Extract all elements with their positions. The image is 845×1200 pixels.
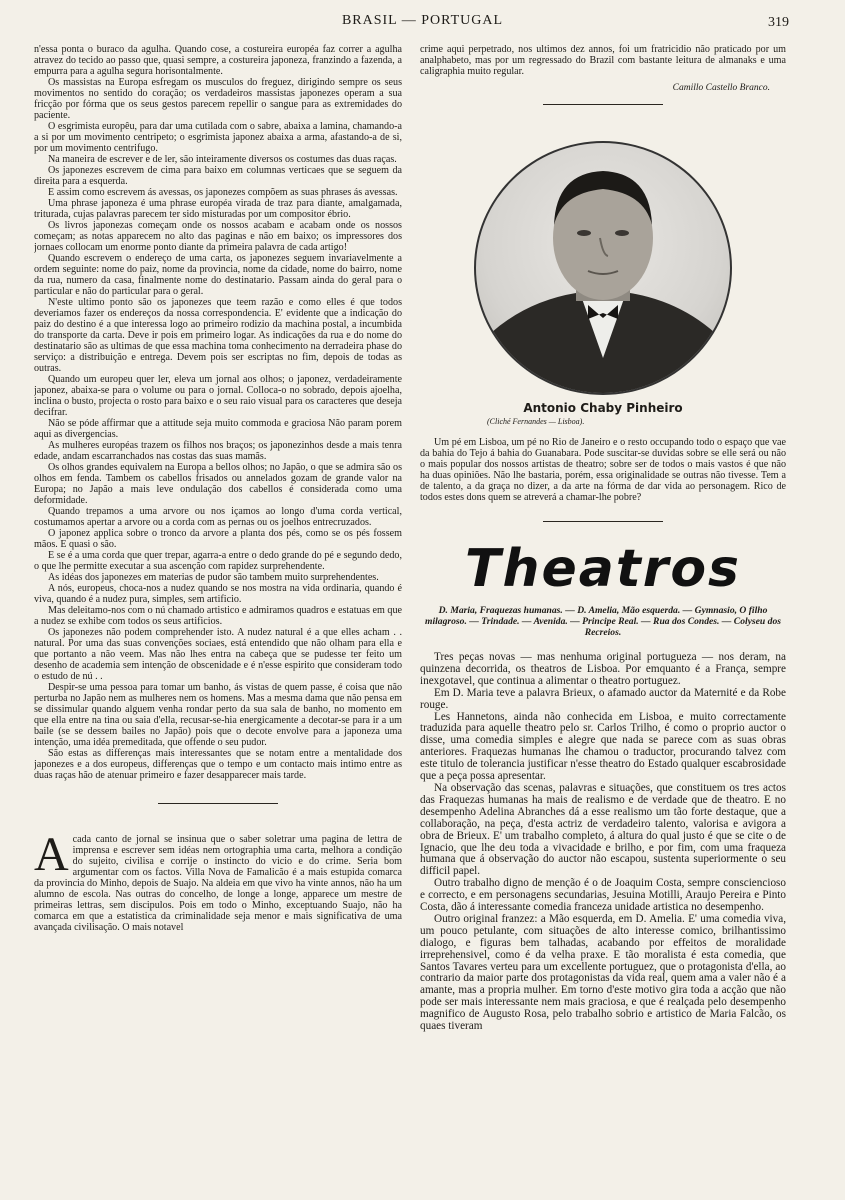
portrait-photo <box>474 141 732 395</box>
section-divider <box>158 803 278 804</box>
portrait-illustration <box>476 143 730 393</box>
section-divider <box>543 104 663 105</box>
paragraph: As idéas dos japonezes em materias de pudor são tambem muito surprehendentes. <box>48 572 379 583</box>
left-column <box>34 44 402 1174</box>
section-title: Theatros <box>464 539 742 599</box>
paragraph: Na observação das scenas, palavras e situações, que constituem os tres actos das Fraquezas humanas ha mais de realismo e de verdade que de theatro. E no desempenho Adelina Abranches dá a esse realismo um tão forte destaque, que a collaboração, na peça, d'esta actriz de verdadeiro talento, valorisa e avigora a obra de Brieux. E' um trabalho completo, á altura do qual justo é que se cite o de Ignacio, que lhe deu toda a vivacidade e brilho, e por fim, com uma fraqueza humana que á observação do auctor não escapou, sustenta superiormente o seu difficil papel. <box>420 781 786 878</box>
page-number: 319 <box>768 15 789 30</box>
paragraph: Em D. Maria teve a palavra Brieux, o afamado auctor da Maternité e da Robe rouge. <box>420 686 786 711</box>
paragraph: Mas deleitamo-nos com o nú chamado artistico e admiramos quadros e estatuas em que a nudez se exhibe com todos os seus artificios. <box>34 605 402 627</box>
article-literacy <box>34 828 402 933</box>
section-divider <box>543 521 663 522</box>
paragraph: Uma phrase japoneza é uma phrase européa virada de traz para diante, amalgamada, triturada, cujas palavras parecem ter sido misturadas por um compositor ébrio. <box>34 198 402 220</box>
paragraph: Outro original franzez: a Mão esquerda, em D. Amelia. E' uma comedia viva, um pouco petulante, com situações de alto interesse comico, brilhantissimo dialogo, e figuras bem talhadas, acabando por effeitos de moralidade irreprehensivel, como é da velha praxe. E tão moralista é esta comedia, que Santos Tavares verteu para um excellente portuguez, que o protagonista d'ella, ao contrario da maior parte dos protagonistas da vida real, quem ama a valer não é a amante, mas a propria mulher. Em torno d'este motivo gira toda a acção que não pode ser mais interessante nem mais graciosa, e que é realçada pelo desempenho magnifico de Augusto Rosa, pelo trabalho sobrio e artistico de Maria Falcão, os quaes tiveram <box>420 912 786 1033</box>
author-signature: Camillo Castello Branco. <box>672 83 770 93</box>
paragraph: Quando um europeu quer ler, eleva um jornal aos olhos; o japonez, verdadeiramente japonez, abaixa-se para o volume ou para o jornal. Colloca-o no sobrado, depois ajoelha, inclina o busto, projecta o rosto para baixo e o seu raio visual para os caracteres que deseja decifrar. <box>34 374 402 418</box>
paragraph: Os massistas na Europa esfregam os musculos do freguez, dirigindo sempre os seus movimentos no sentido do coração; os verdadeiros massistas japonezes operam a sua fricção por fórma que os seus gestos parecem repellir o sangue para as extremidades do paciente. <box>34 77 402 121</box>
paragraph: Les Hannetons, ainda não conhecida em Lisboa, e muito correctamente traduzida para aquelle theatro pelo sr. Carlos Trilho, é como o proprio auctor o disse, uma comedia simples e alegre que nada se parece com as suas obras anteriores. Fraquezas humanas lhe chamou o traductor, procurando talvez com este titulo de tolerancia justificar n'esse theatro do Estado qualquer escabrosidade que a peça possa apresentar. <box>420 710 786 783</box>
paragraph: Os japonezes não podem comprehender isto. A nudez natural é a que elles acham . . natural. Por uma das suas convenções sociaes, está entendido que não olham para ella e que portanto a não veem. Mas não lhes entra na cabeça que se pudesse ter feito um desenho de academia sem intenção de obscenidade e é n'esse espirito que consideram todo o estudo de nú . . <box>34 627 402 682</box>
paragraph: A nós, europeus, choca-nos a nudez quando se nos mostra na vida ordinaria, quando é viva, quando é a nudez pura, simples, sem artificio. <box>34 583 402 605</box>
paragraph: N'este ultimo ponto são os japonezes que teem razão e como elles é que todos deveriamos fazer os endereços da nossa correspondencia. E' evidente que a indicação do paiz do destino é a que interessa logo ao primeiro rodizio da machina postal, a incumbida do transporte da carta. Deve ir pois em primeiro logar. As indicações da rua e do nome do destinatario são as ultimas de que essa machina toma conhecimento na derradeira phase do serviço: a distribuição e entrega. Devem pois ser escriptas no fim, depois de todas as outras. <box>34 297 402 374</box>
paragraph: Despir-se uma pessoa para tomar um banho, ás vistas de quem passe, é coisa que não perturba no Japão nem as mulheres nem os homens. Mas a mesma dama que não pensa em se dissimular quando alguem venha rondar perto da sua sala de banho, no momento em que ella entre na tina ou saia d'ella, recusar-se-hia energicamente a decotar-se para ir a um baile (se se dessem bailes no Japão) pois que o decote envolve para a japoneza uma intenção, uma idéa premeditada, que offende o seu pudor. <box>34 682 402 748</box>
paragraph: Tres peças novas — mas nenhuma original portugueza — nos deram, na quinzena decorrida, os theatros de Lisboa. Por emquanto é a França, sempre inexgotavel, que continua a alimentar o theatro portuguez. <box>420 651 786 687</box>
paragraph: Os livros japonezas começam onde os nossos acabam e acabam onde os nossos começam; as notas apparecem no alto das paginas e não em baixo; os impressores dos jornaes collocam um enorme ponto diante da primeira palavra de cada artigo! <box>34 220 402 253</box>
paragraph: São estas as differenças mais interessantes que se notam entre a mentalidade dos japonezes e a dos europeus, differenças que o tempo e um contacto mais intimo entre as duas raças hão de atenuar primeiro e fazer desapparecer mais tarde. <box>34 748 402 781</box>
portrait-caption: Antonio Chaby Pinheiro <box>523 401 683 415</box>
paragraph: n'essa ponta o buraco da agulha. Quando cose, a costureira européa faz correr a agulha atravez do tecido ao passo que, quasi sempre, a costureira japoneza, franzindo a fazenda, a empurra para a agulha segura horisontalmente. <box>34 44 402 77</box>
paragraph: Quando escrevem o endereço de uma carta, os japonezes seguem invariavelmente a ordem seguinte: nome do paiz, nome da provincia, nome da cidade, nome do bairro, nome da rua, numero da casa, finalmente nome do destinatario. Passam ainda do geral para o particular e não do particular para o geral. <box>34 253 402 297</box>
right-column <box>420 44 786 1174</box>
paragraph: Outro trabalho digno de menção é o de Joaquim Costa, sempre consciencioso e correcto, e em personagens secundarias, Jesuina Motilli, Araujo Pereira e Pinto Costa, dão á interessante comedia franceza unidade artistica no desempenho. <box>420 877 786 914</box>
paragraph: Na maneira de escrever e de ler, são inteiramente diversos os costumes das duas raças. <box>48 154 397 165</box>
running-title: BRASIL — PORTUGAL <box>341 13 504 28</box>
paragraph: Os olhos grandes equivalem na Europa a bellos olhos; no Japão, o que se admira são os olhos em fenda. Tambem os cabellos frisados ou annelados gozam de grande valor na Europa; no Japão a mais leve ondulação dos cabellos é considerada como uma deformidade. <box>34 462 402 506</box>
paragraph: Os japonezes escrevem de cima para baixo em columnas verticaes que se seguem da direita para a esquerda. <box>34 165 402 187</box>
section-headline: D. Maria, Fraquezas humanas. — D. Amelia, Mão esquerda. — Gymnasio, O filho milagroso. — Trindade. — Avenida. — Principe Real. — Rua dos Condes. — Colyseu dos Recreios. <box>425 605 781 638</box>
paragraph: O esgrimista europêu, para dar uma cutilada com o sabre, abaixa a lamina, chamando-a a si por um movimento centripeto; o esgrimista japonez abaixa a arma, afastando-a de si, por um movimento centrifugo. <box>34 121 402 154</box>
photo-credit: (Cliché Fernandes — Lisboa). <box>487 417 585 426</box>
paragraph: O japonez applica sobre o tronco da arvore a planta dos pés, como se os pés fossem mãos. E quasi o são. <box>34 528 402 550</box>
paragraph: Quando trepamos a uma arvore ou nos içamos ao longo d'uma corda vertical, costumamos apertar a arvore ou a corda com as pernas ou os joelhos entrecruzados. <box>34 506 402 528</box>
paragraph: As mulheres européas trazem os filhos nos braços; os japonezinhos desde a mais tenra edade, andam escarranchados nas costas das suas mamãs. <box>34 440 402 462</box>
paragraph: E assim como escrevem ás avessas, os japonezes compõem as suas phrases ás avessas. <box>48 187 398 198</box>
paragraph: Não se póde affirmar que a attitude seja muito commoda e graciosa Não param porem aqui as divergencias. <box>34 418 402 440</box>
drop-cap: A <box>34 828 69 881</box>
portrait-figure <box>473 141 733 427</box>
article-text: cada canto de jornal se insinua que o saber soletrar uma pagina de lettra de imprensa e escrever sem idéas nem ortographia uma carta, melhora a condição do sujeito, civilisa e corrije o instincto do vicio e do crime. Seria bom argumentar com os factos. Villa Nova de Famalicão é a mais estupida comarca da provincia do Minho, depois de Suajo. Na aldeia em que vivo ha vinte annos, não ha um alumno de escola. Nas outras do concelho, de longe a longe, apparece um mestre de primeiras lettras, sem discipulos. Pois em todo o Minho, exceptuando Suajo, não ha comarca em que a estatistica da criminalidade seja menor e mais significativa de uma avançada civilisação. O mais notavel <box>34 834 402 933</box>
page-header <box>0 13 845 33</box>
paragraph: E se é a uma corda que quer trepar, agarra-a entre o dedo grande do pé e segundo dedo, o que lhe permitte executar a sua ascenção com rapidez surprehendente. <box>34 550 402 572</box>
paragraph: crime aqui perpetrado, nos ultimos dez annos, foi um fratricidio não praticado por um analphabeto, mas por um regressado do Brazil com bastante leitura de almanaks e uma caligraphia muito regular. <box>420 44 786 77</box>
paragraph: Um pé em Lisboa, um pé no Rio de Janeiro e o resto occupando todo o espaço que vae da bahia do Tejo á bahia do Guanabara. Pode suscitar-se duvidas sobre se elle será ou não o mais popular dos nossos artistas de theatro; sobre ser de todos o mais vastos é que não ha duas opiniões. Não lhe bastaria, porém, essa originalidade se outras não tivesse. Tem a de talento, a da graça no dizer, a da arte na fórma de dar vida ao personagem. Rico de todos estes dons quem se atreverá a chamar-lhe pobre? <box>420 437 786 503</box>
theatre-review <box>420 652 786 1033</box>
